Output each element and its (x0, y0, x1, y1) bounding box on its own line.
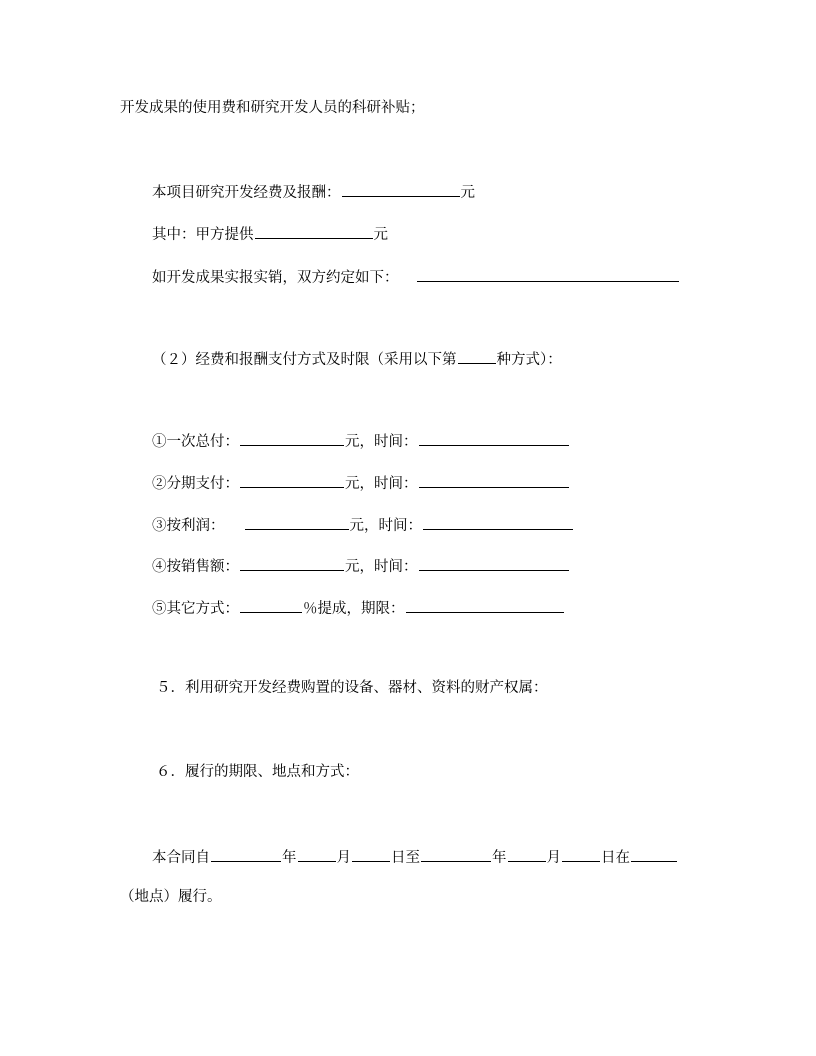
option-label: ④按销售额： (152, 559, 239, 575)
line-text: 日至 (391, 850, 420, 866)
line-text: 开发成果的使用费和研究开发人员的科研补贴； (120, 100, 425, 116)
line-text: 元，时间： (345, 476, 418, 492)
line-text: 月 (336, 850, 351, 866)
line-text: ５．利用研究开发经费购置的设备、器材、资料的财产权属： (156, 680, 548, 696)
term-blank[interactable] (406, 596, 564, 613)
line-text: 元，时间： (345, 434, 418, 450)
line-text: ６．履行的期限、地点和方式： (156, 764, 359, 780)
line-text: 种方式）： (496, 352, 562, 368)
time-blank[interactable] (419, 429, 569, 446)
option-label: ①一次总付： (152, 434, 239, 450)
start-month-blank[interactable] (298, 845, 336, 862)
start-day-blank[interactable] (352, 845, 390, 862)
line-text: 其中：甲方提供 (152, 227, 254, 243)
location-blank[interactable] (631, 845, 677, 862)
time-blank[interactable] (419, 471, 569, 488)
end-day-blank[interactable] (562, 845, 600, 862)
line-text: （地点）履行。 (120, 889, 222, 905)
percent-blank[interactable] (240, 596, 302, 613)
amount-blank[interactable] (240, 554, 344, 571)
line-text: 年 (282, 850, 297, 866)
payment-option-3 (152, 513, 574, 536)
payment-method-heading (152, 347, 562, 370)
payment-option-4 (152, 554, 570, 577)
method-number-blank[interactable] (458, 347, 496, 364)
time-blank[interactable] (423, 513, 573, 530)
party-a-provides-line (152, 222, 388, 245)
line-text: 如开发成果实报实销，双方约定如下： (152, 270, 399, 286)
amount-blank[interactable] (342, 180, 460, 197)
contract-period-line (152, 845, 678, 868)
end-month-blank[interactable] (508, 845, 546, 862)
reimbursement-line (152, 265, 680, 288)
option-label: ②分期支付： (152, 476, 239, 492)
payment-option-5 (152, 596, 565, 619)
end-year-blank[interactable] (421, 845, 491, 862)
party-a-amount-blank[interactable] (255, 222, 373, 239)
start-year-blank[interactable] (211, 845, 281, 862)
agreement-blank[interactable] (417, 265, 679, 282)
line-text: （２）经费和报酬支付方式及时限（采用以下第 (152, 352, 457, 368)
section-6-heading (156, 762, 359, 782)
text-line-1 (120, 98, 425, 118)
line-text: 元，时间： (349, 518, 422, 534)
location-performance-line (120, 887, 222, 907)
unit-text: 元 (460, 185, 475, 201)
line-text: 年 (492, 850, 507, 866)
line-text: 日在 (601, 850, 630, 866)
time-blank[interactable] (419, 554, 569, 571)
option-label: ⑤其它方式： (152, 601, 239, 617)
line-text: 月 (546, 850, 561, 866)
amount-blank[interactable] (245, 513, 349, 530)
unit-text: 元 (373, 227, 388, 243)
amount-blank[interactable] (240, 471, 344, 488)
line-text: 本项目研究开发经费及报酬： (152, 185, 341, 201)
option-label: ③按利润： (152, 518, 225, 534)
line-text: 元，时间： (345, 559, 418, 575)
section-5-heading (156, 678, 548, 698)
payment-option-2 (152, 471, 570, 494)
line-text: ％提成，期限： (303, 601, 405, 617)
payment-option-1 (152, 429, 570, 452)
amount-blank[interactable] (240, 429, 344, 446)
funding-amount-line (152, 180, 475, 203)
line-text: 本合同自 (152, 850, 210, 866)
